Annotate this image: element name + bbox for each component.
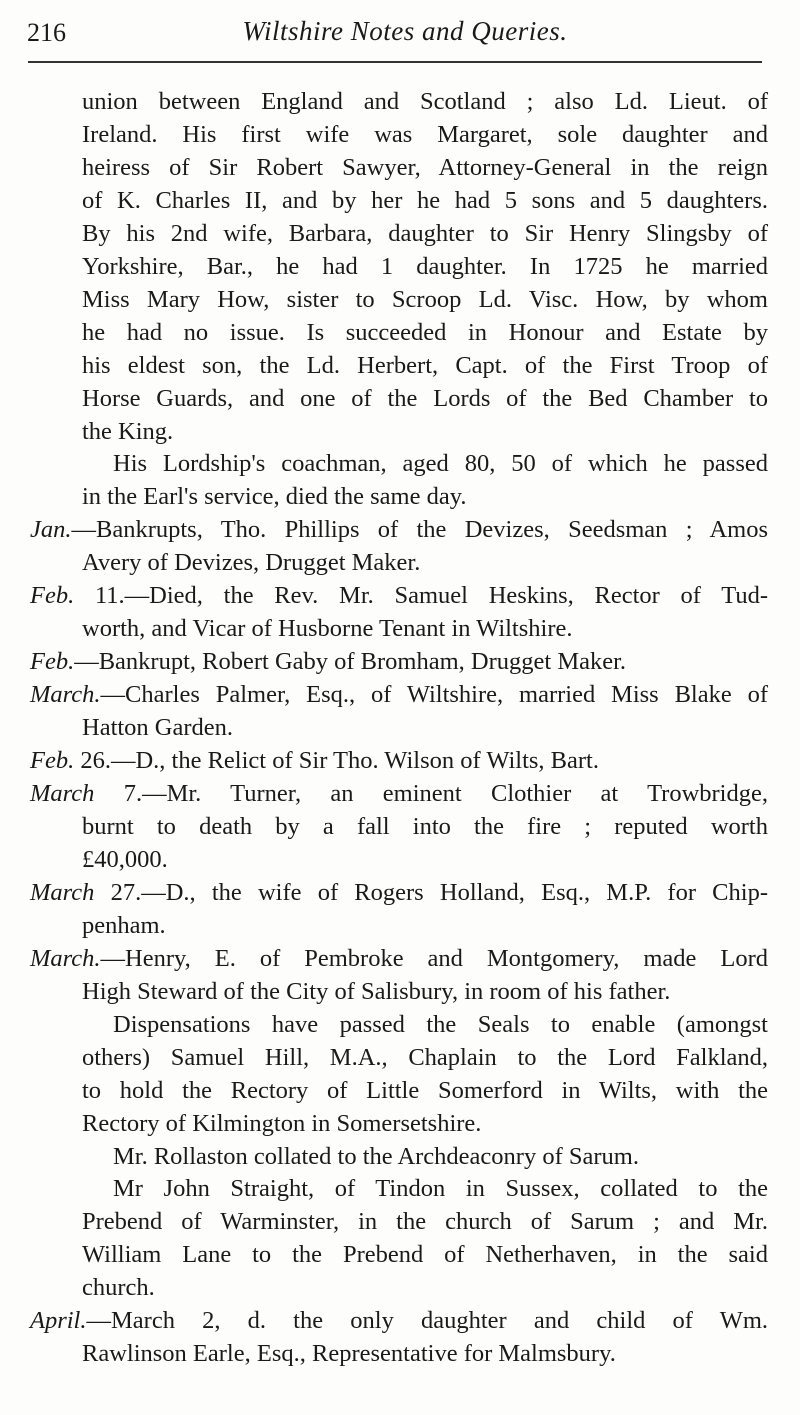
paragraph bbox=[0, 448, 800, 514]
text-line bbox=[82, 1239, 768, 1272]
text-line bbox=[30, 646, 768, 679]
line-text: in the Earl's service, died the same day. bbox=[82, 483, 467, 511]
entry-date-lead: April. bbox=[30, 1307, 87, 1335]
text-line bbox=[82, 481, 768, 514]
line-text: Miss Mary How, sister to Scroop Ld. Visc. How, by whom bbox=[82, 285, 768, 313]
text-line bbox=[30, 745, 768, 778]
text-line bbox=[82, 152, 768, 185]
line-text: —Bankrupt, Robert Gaby of Bromham, Drugget Maker. bbox=[74, 648, 627, 676]
paragraph bbox=[0, 1009, 800, 1141]
text-line bbox=[30, 877, 768, 910]
line-text: to hold the Rectory of Little Somerford in Wilts, with the bbox=[82, 1076, 768, 1104]
text-line bbox=[82, 910, 768, 943]
line-text: Dispensations have passed the Seals to enable (amongst bbox=[113, 1010, 768, 1038]
text-line bbox=[82, 284, 768, 317]
line-text: 27.—D., the wife of Rogers Holland, Esq., M.P. for Chip- bbox=[94, 878, 768, 906]
line-text: 26.—D., the Relict of Sir Tho. Wilson of Wilts, Bart. bbox=[74, 747, 599, 775]
line-text: —Henry, E. of Pembroke and Montgomery, made Lord bbox=[100, 944, 768, 972]
text-line bbox=[82, 976, 768, 1009]
text-line bbox=[113, 1141, 768, 1174]
text-line bbox=[82, 547, 768, 580]
text-line bbox=[82, 86, 768, 119]
line-text: Avery of Devizes, Drugget Maker. bbox=[82, 549, 421, 577]
text-line bbox=[82, 811, 768, 844]
chronicle-entry bbox=[0, 943, 800, 1009]
text-line bbox=[30, 679, 768, 712]
text-line bbox=[82, 1042, 768, 1075]
line-text: William Lane to the Prebend of Netherhaven, in the said bbox=[82, 1241, 768, 1269]
line-text: Prebend of Warminster, in the church of Sarum ; and Mr. bbox=[82, 1208, 768, 1236]
entry-date-lead: Jan. bbox=[30, 516, 72, 544]
page-number: 216 bbox=[27, 18, 66, 47]
paragraph bbox=[0, 1141, 800, 1174]
line-text: Ireland. His first wife was Margaret, sole daughter and bbox=[82, 120, 768, 148]
text-line bbox=[82, 218, 768, 251]
chronicle-entry bbox=[0, 646, 800, 679]
text-line bbox=[30, 943, 768, 976]
chronicle-entry bbox=[0, 877, 800, 943]
entry-date-lead: Feb. bbox=[30, 747, 75, 775]
text-line bbox=[82, 1075, 768, 1108]
entry-date-lead: March bbox=[30, 780, 95, 808]
line-text: Yorkshire, Bar., he had 1 daughter. In 1725 he married bbox=[82, 252, 768, 280]
paragraph bbox=[0, 1173, 800, 1305]
text-line bbox=[82, 1338, 768, 1371]
text-line bbox=[82, 844, 768, 877]
line-text: worth, and Vicar of Husborne Tenant in Wiltshire. bbox=[82, 615, 573, 643]
header-rule bbox=[28, 61, 762, 63]
line-text: Rawlinson Earle, Esq., Representative for Malmsbury. bbox=[82, 1340, 616, 1368]
line-text: 7.—Mr. Turner, an eminent Clothier at Trowbridge, bbox=[94, 780, 768, 808]
text-line bbox=[113, 1009, 768, 1042]
chronicle-entry bbox=[0, 745, 800, 778]
line-text: High Steward of the City of Salisbury, in room of his father. bbox=[82, 977, 671, 1005]
text-line bbox=[30, 1305, 768, 1338]
chronicle-entry bbox=[0, 580, 800, 646]
text-line bbox=[82, 1206, 768, 1239]
line-text: —Charles Palmer, Esq., of Wiltshire, married Miss Blake of bbox=[100, 681, 768, 709]
entry-date-lead: March. bbox=[30, 944, 101, 972]
text-line bbox=[82, 1108, 768, 1141]
entry-date-lead: March bbox=[30, 878, 95, 906]
text-line bbox=[113, 1173, 768, 1206]
text-line bbox=[82, 1272, 768, 1305]
text-line bbox=[82, 383, 768, 416]
line-text: he had no issue. Is succeeded in Honour and Estate by bbox=[82, 318, 768, 346]
text-line bbox=[30, 580, 768, 613]
chronicle-entry bbox=[0, 679, 800, 745]
text-line bbox=[82, 317, 768, 350]
page-body bbox=[0, 86, 800, 1371]
line-text: Hatton Garden. bbox=[82, 714, 234, 742]
line-text: heiress of Sir Robert Sawyer, Attorney-General in the reign bbox=[82, 153, 768, 181]
text-line bbox=[82, 712, 768, 745]
text-line bbox=[113, 448, 768, 481]
text-line bbox=[82, 613, 768, 646]
running-title: Wiltshire Notes and Queries. bbox=[242, 16, 568, 46]
line-text: Horse Guards, and one of the Lords of the Bed Chamber to bbox=[82, 384, 768, 412]
line-text: His Lordship's coachman, aged 80, 50 of which he passed bbox=[113, 450, 768, 478]
line-text: —March 2, d. the only daughter and child of Wm. bbox=[86, 1307, 768, 1335]
chronicle-entry bbox=[0, 1305, 800, 1371]
line-text: of K. Charles II, and by her he had 5 sons and 5 daughters. bbox=[82, 186, 768, 214]
line-text: Rectory of Kilmington in Somersetshire. bbox=[82, 1109, 482, 1137]
text-line bbox=[82, 350, 768, 383]
text-line bbox=[30, 514, 768, 547]
line-text: Mr. Rollaston collated to the Archdeaconry of Sarum. bbox=[113, 1142, 639, 1170]
line-text: By his 2nd wife, Barbara, daughter to Sir Henry Slingsby of bbox=[82, 219, 768, 247]
chronicle-entry bbox=[0, 514, 800, 580]
line-text: burnt to death by a fall into the fire ; reputed worth bbox=[82, 812, 768, 840]
line-text: 11.—Died, the Rev. Mr. Samuel Heskins, Rector of Tud- bbox=[74, 582, 768, 610]
entry-date-lead: Feb. bbox=[30, 648, 75, 676]
line-text: penham. bbox=[82, 911, 166, 939]
text-line bbox=[82, 119, 768, 152]
line-text: union between England and Scotland ; also Ld. Lieut. of bbox=[82, 88, 768, 115]
line-text: church. bbox=[82, 1274, 155, 1302]
text-line bbox=[30, 778, 768, 811]
line-text: Mr John Straight, of Tindon in Sussex, collated to the bbox=[113, 1175, 768, 1203]
entry-date-lead: March. bbox=[30, 681, 101, 709]
line-text: the King. bbox=[82, 417, 174, 445]
line-text: £40,000. bbox=[82, 845, 168, 873]
text-line bbox=[82, 185, 768, 218]
text-line bbox=[82, 251, 768, 284]
paragraph bbox=[0, 86, 800, 448]
entry-date-lead: Feb. bbox=[30, 582, 75, 610]
text-line bbox=[82, 416, 768, 449]
chronicle-entry bbox=[0, 778, 800, 877]
line-text: others) Samuel Hill, M.A., Chaplain to the Lord Falkland, bbox=[82, 1043, 768, 1071]
line-text: his eldest son, the Ld. Herbert, Capt. of the First Troop of bbox=[82, 351, 768, 379]
line-text: —Bankrupts, Tho. Phillips of the Devizes, Seedsman ; Amos bbox=[71, 516, 768, 544]
